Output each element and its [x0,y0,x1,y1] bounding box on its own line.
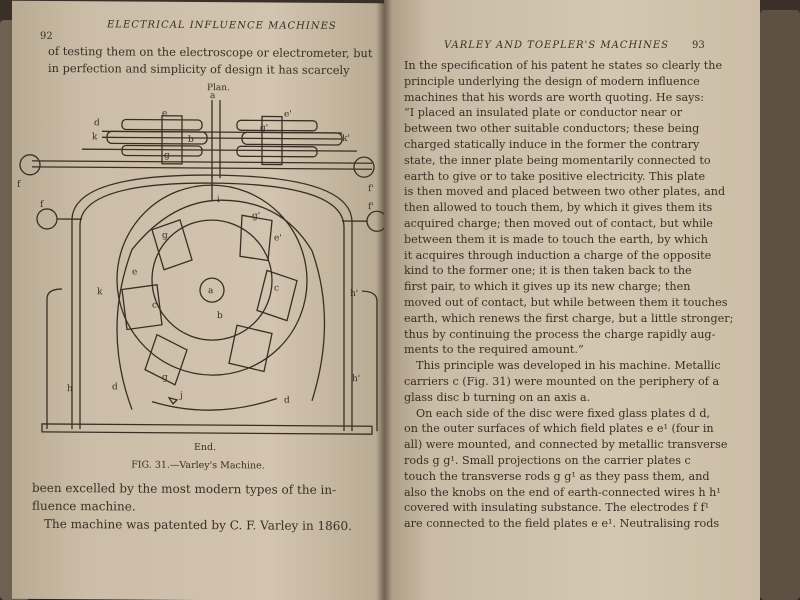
text-line: charged statically induce in the former the contrary [404,137,700,151]
label-e-end: e [132,267,138,278]
label-c-end-2: c [274,283,280,294]
label-b-plan: b [188,134,194,145]
bottom-text [32,479,377,535]
text-line: fluence machine. [32,498,136,514]
varley-machine-figure [12,79,384,482]
label-a-end: a [208,286,214,297]
text-line: then allowed to touch them, by which it gives them its [404,201,713,215]
text-line: state, the inner plate being momentarily connected to [404,153,711,167]
text-line: also the knobs on the end of earth-connected wires h h¹ [404,485,721,499]
label-f1-end: f' [368,202,374,213]
book-cover-right [760,10,800,600]
text-line: This principle was developed in his machine. Metallic [416,359,721,373]
label-c-end: c [152,300,158,311]
label-a-plan: a [210,91,216,102]
text-line: acquired charge; then moved out of contact, but while [404,216,713,230]
text-line: principle underlying the design of modern influence [404,74,700,88]
text-line: first pair, to which it gives up its new charge; then [404,280,691,294]
right-page [384,0,760,600]
label-d-end: d [112,382,118,393]
top-text [48,43,378,78]
label-f-plan: f [17,179,21,190]
text-line: thus by continuing the process the charge rapidly aug- [404,327,716,341]
text-line: on the outer surfaces of which field plates e e¹ (four in [404,422,714,436]
label-g-plan: g [164,150,170,161]
text-line: The machine was patented by C. F. Varley in 1860. [44,516,352,534]
label-k-end: k [97,287,103,298]
text-line: it acquires through induction a charge of the opposite [404,248,712,262]
label-h-end: h [67,384,73,395]
text-line: in perfection and simplicity of design it has scarcely [48,60,350,77]
book-gutter [376,0,392,600]
label-g-end: g [162,230,168,241]
page-number: 93 [692,40,705,51]
label-e1-end: e' [274,233,282,244]
text-line: machines that his words are worth quoting. He says: [404,90,705,104]
text-line: carriers c (Fig. 31) were mounted on the periphery of a [404,374,720,388]
main-text [404,58,744,532]
label-f-end: f [40,199,44,210]
text-line: between them it is made to touch the earth, by which [404,232,708,246]
text-line: glass disc b turning on an axis a. [404,390,591,404]
label-f1-plan: f' [368,184,374,195]
label-b-end: b [217,311,223,322]
label-e1-plan: e' [284,109,292,120]
running-header: ELECTRICAL INFLUENCE MACHINES [107,19,337,32]
end-view-diagram [37,174,384,434]
label-h1-lower: h' [352,374,361,385]
text-line: rods g g¹. Small projections on the carrier plates c [404,453,691,467]
label-i-end: i [217,195,220,206]
left-page [12,1,384,600]
label-h1-end: h' [350,289,359,300]
text-line: of testing them on the electroscope or electrometer, but [48,43,373,61]
text-line: “I placed an insulated plate or conductor near or [404,106,683,120]
text-line: between two other suitable conductors; these being [404,122,700,136]
figure-caption: FIG. 31.—Varley's Machine. [131,459,265,472]
text-line: are connected to the field plates e e¹. Neutralising rods [404,517,720,531]
label-j-end: j [180,390,183,401]
label-k-plan: k [92,132,98,143]
label-g1-plan: g' [260,123,269,134]
label-e-plan: e [162,108,168,119]
text-line: all) were mounted, and connected by metallic transverse [404,438,728,452]
text-line: earth, which renews the first charge, but a little stronger; [404,311,734,325]
page-number: 92 [40,30,53,42]
text-line: earth to give or to take positive electricity. This plate [404,169,706,183]
text-line: In the specification of his patent he states so clearly the [404,59,723,72]
running-header: VARLEY AND TOEPLER'S MACHINES [444,40,670,51]
label-g-lower: g [162,372,168,383]
label-d-end-2: d [284,395,290,406]
text-line: On each side of the disc were fixed glass plates d d, [416,406,711,420]
label-d-plan: d [94,118,100,129]
label-g1-end: g' [252,211,261,222]
label-k1-plan: k' [342,134,350,145]
text-line: moved out of contact, but while between them it touches [404,295,728,309]
plan-label: Plan. [207,83,230,94]
plan-view-diagram [20,99,374,179]
end-label: End. [194,441,217,454]
text-line: ments to the required amount.” [404,343,584,357]
text-line: covered with insulating substance. The electrodes f f¹ [404,501,710,515]
text-line: kind to the former one; it is then taken back to the [404,264,692,278]
text-line: is then moved and placed between two other plates, and [404,185,726,199]
text-line: been excelled by the most modern types of the in- [32,480,337,497]
text-line: touch the transverse rods g g¹ as they pass them, and [404,469,710,483]
